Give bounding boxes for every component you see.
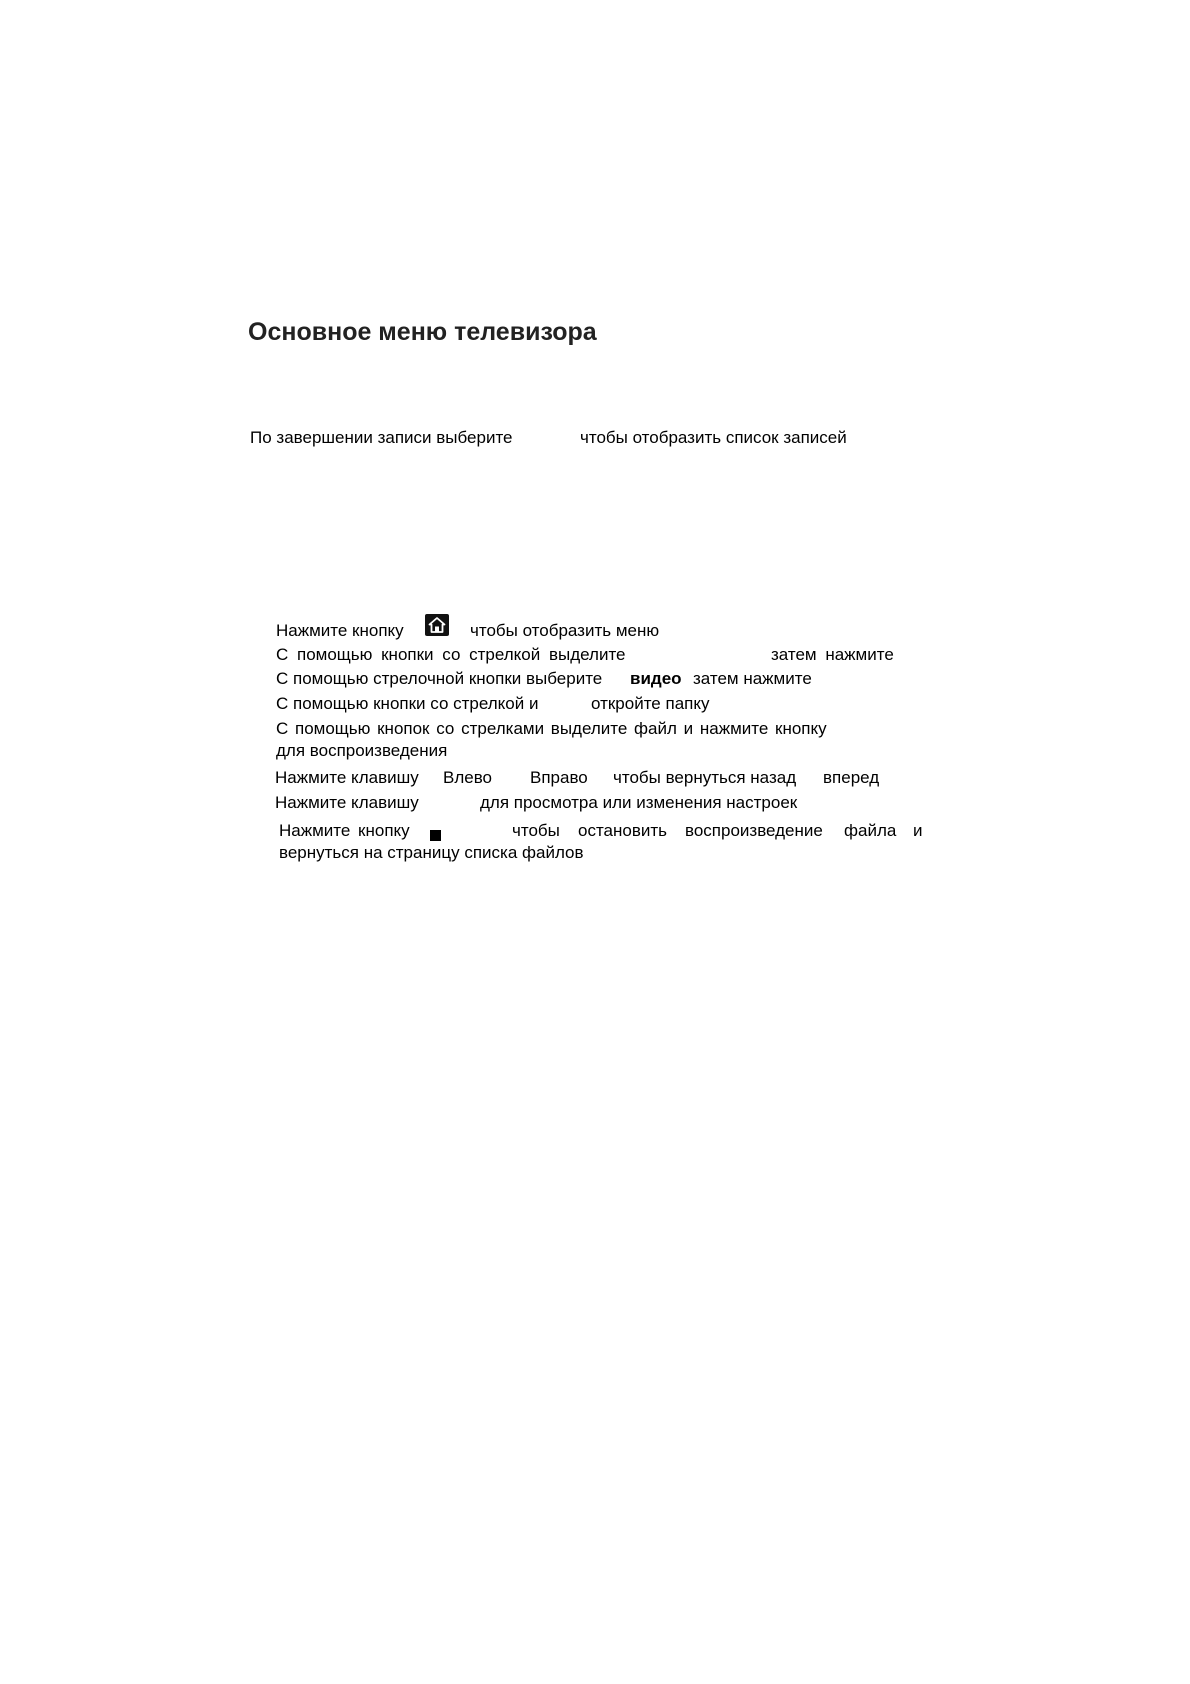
step-5-text-a: С помощью кнопок со стрелками выделите файл и нажмите кнопку [276, 719, 827, 738]
intro-text-right: чтобы отобразить список записей [580, 428, 847, 447]
step-8-text-d: воспроизведение [685, 821, 823, 840]
step-2-text-b: затем нажмите [771, 645, 894, 664]
intro-text-left: По завершении записи выберите [250, 428, 513, 447]
step-8-text-f: и [913, 821, 923, 840]
step-8-text-a: Нажмите кнопку [279, 821, 410, 840]
step-5-text-b: для воспроизведения [276, 741, 448, 760]
step-6-text-c: Вправо [530, 768, 588, 787]
step-4-text-a: С помощью кнопки со стрелкой и [276, 694, 539, 713]
step-3-text-a: С помощью стрелочной кнопки выберите [276, 669, 603, 688]
step-6-text-b: Влево [443, 768, 493, 787]
step-8-text-c: остановить [578, 821, 668, 840]
stop-icon [430, 830, 441, 841]
step-2-text-a: С помощью кнопки со стрелкой выделите [276, 645, 626, 664]
step-7-text-b: для просмотра или изменения настроек [480, 793, 798, 812]
step-3-text-b: затем нажмите [693, 669, 812, 688]
step-7-text-a: Нажмите клавишу [275, 793, 419, 812]
step-8-text-e: файла [844, 821, 897, 840]
home-icon [425, 614, 449, 636]
page-title: Основное меню телевизора [248, 318, 597, 346]
step-1-text-a: Нажмите кнопку [276, 621, 404, 640]
step-4-text-b: откройте папку [591, 694, 710, 713]
step-1-text-b: чтобы отобразить меню [470, 621, 660, 640]
step-3-text-bold: видео [630, 669, 682, 688]
step-6-text-e: вперед [823, 768, 880, 787]
step-6-text-d: чтобы вернуться назад [613, 768, 797, 787]
step-6-text-a: Нажмите клавишу [275, 768, 419, 787]
step-8-text-b: чтобы [512, 821, 560, 840]
step-8-text-g: вернуться на страницу списка файлов [279, 843, 584, 862]
